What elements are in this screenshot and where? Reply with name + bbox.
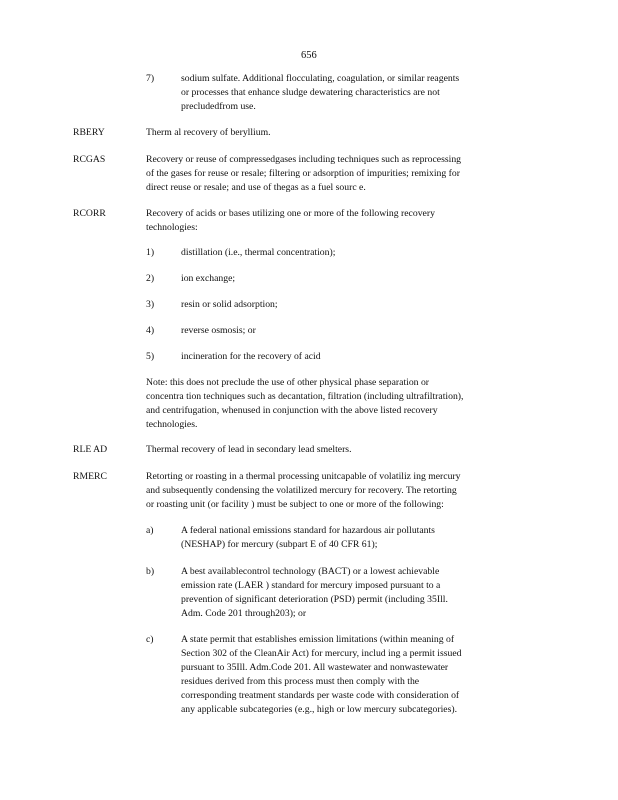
note-line: Note: this does not preclude the use of other physical phase separation or <box>146 377 430 388</box>
note-line: and centrifugation, whenused in conjunction with the above listed recovery <box>146 405 438 416</box>
entry-line: technologies: <box>146 222 198 233</box>
entry-line: Thermal recovery of lead in secondary lead smelters. <box>146 444 352 455</box>
entry-code: RCGAS <box>73 154 106 165</box>
item-line: A federal national emissions standard for hazardous air pollutants <box>181 525 435 536</box>
note-line: technologies. <box>146 419 198 430</box>
entry-code: RCORR <box>73 208 106 219</box>
item-label: 2) <box>146 273 155 284</box>
item-line: A state permit that establishes emission limitations (within meaning of <box>181 634 455 645</box>
item-line: or processes that enhance sludge dewatering characteristics are not <box>181 87 440 98</box>
item-line: (NESHAP) for mercury (subpart E of 40 CFR 61); <box>181 539 378 550</box>
item-line: sodium sulfate. Additional flocculating, coagulation, or similar reagents <box>181 73 460 84</box>
item-label: 4) <box>146 325 155 336</box>
entry-line: Recovery or reuse of compressedgases including techniques such as reprocessing <box>146 154 462 165</box>
item-line: ion exchange; <box>181 273 236 284</box>
item-line: distillation (i.e., thermal concentration); <box>181 247 336 258</box>
entry-code: RLE AD <box>73 444 108 455</box>
entry-line: Retorting or roasting in a thermal processing unitcapable of volatiliz ing mercury <box>146 471 461 482</box>
entry-code: RMERC <box>73 471 107 482</box>
item-line: Section 302 of the CleanAir Act) for mercury, includ ing a permit issued <box>181 648 462 659</box>
item-label: c) <box>146 634 154 645</box>
entry-line: or roasting unit (or facility ) must be subject to one or more of the following: <box>146 499 444 510</box>
item-line: A best availablecontrol technology (BACT) or a lowest achievable <box>181 566 440 577</box>
item-line: corresponding treatment standards per waste code with consideration of <box>181 690 460 701</box>
entry-line: Therm al recovery of beryllium. <box>146 127 271 138</box>
item-line: Adm. Code 201 through203); or <box>181 608 307 619</box>
item-label: b) <box>146 566 155 577</box>
item-label: 5) <box>146 351 155 362</box>
item-line: pursuant to 35Ill. Adm.Code 201. All wastewater and nonwastewater <box>181 662 449 673</box>
entry-line: direct reuse or resale; and use of thegas as a fuel sourc e. <box>146 182 366 193</box>
item-line: any applicable subcategories (e.g., high or low mercury subcategories). <box>181 704 457 715</box>
entry-code: RBERY <box>73 127 105 138</box>
item-line: emission rate (LAER ) standard for mercury imposed pursuant to a <box>181 580 441 591</box>
item-line: precludedfrom use. <box>181 101 256 112</box>
item-label: a) <box>146 525 154 536</box>
item-label: 3) <box>146 299 155 310</box>
item-line: residues derived from this process must then comply with the <box>181 676 420 687</box>
entry-line: Recovery of acids or bases utilizing one or more of the following recovery <box>146 208 435 219</box>
item-line: reverse osmosis; or <box>181 325 256 336</box>
page-number: 656 <box>301 50 317 61</box>
item-line: incineration for the recovery of acid <box>181 351 321 362</box>
entry-line: and subsequently condensing the volatilized mercury for recovery. The retorting <box>146 485 457 496</box>
item-label: 7) <box>146 73 155 84</box>
item-label: 1) <box>146 247 155 258</box>
item-line: resin or solid adsorption; <box>181 299 278 310</box>
note-line: concentra tion techniques such as decantation, filtration (including ultrafiltration), <box>146 391 464 402</box>
item-line: prevention of significant deterioration (PSD) permit (including 35Ill. <box>181 594 448 605</box>
entry-line: of the gases for reuse or resale; filtering or adsorption of impurities; remixing for <box>146 168 460 179</box>
